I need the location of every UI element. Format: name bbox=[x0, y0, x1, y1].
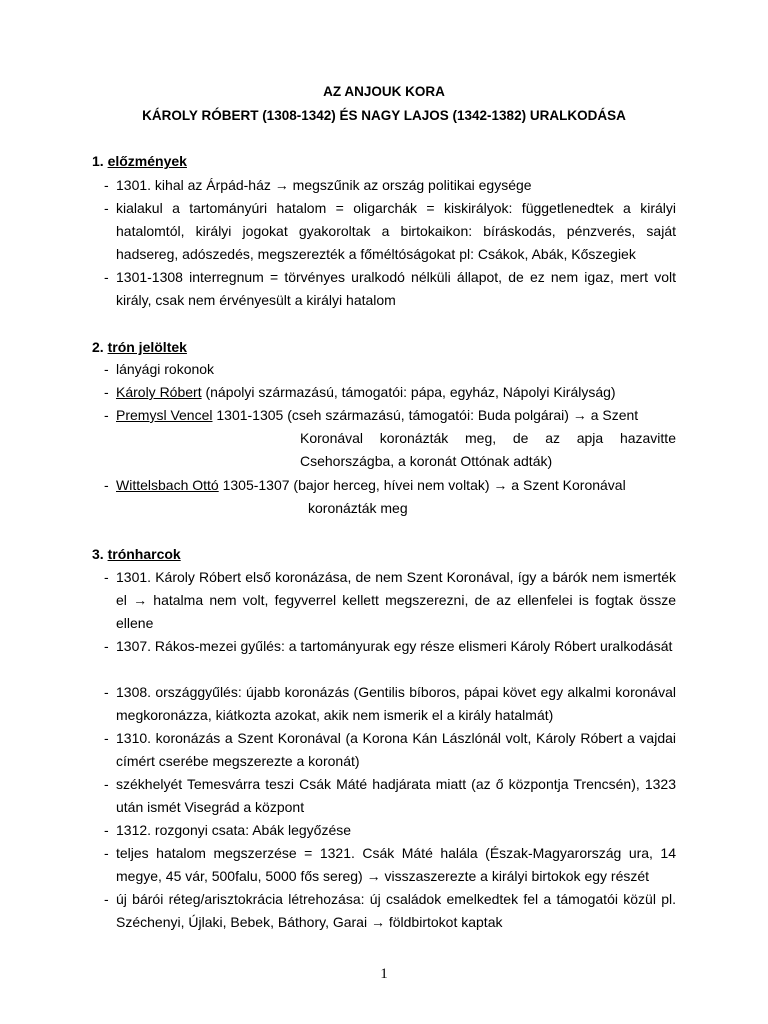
list-item: - új bárói réteg/arisztokrácia létrehozása: új családok emelkedtek fel a támogatói közül pl. Széchenyi, Újlaki, Bebek, Báthory, Garai → földbirtokot kaptak bbox=[104, 891, 676, 930]
list-item: - Premysl Vencel 1301-1305 (cseh származású, támogatói: Buda polgárai) → a Szent bbox=[104, 407, 639, 423]
list-item: - Károly Róbert (nápolyi származású, támogatói: pápa, egyház, Nápolyi Királyság) bbox=[104, 384, 616, 400]
list-item: - 1312. rozgonyi csata: Abák legyőzése bbox=[104, 822, 352, 838]
section-heading-2 bbox=[92, 339, 187, 355]
section-title: trón jelöltek bbox=[107, 339, 187, 355]
list-item: - székhelyét Temesvárra teszi Csák Máté hadjárata miatt (az ő központja Trencsén), 1323 után ismét Visegrád a központ bbox=[104, 776, 676, 815]
list-item: - kialakul a tartományúri hatalom = oligarchák = kiskirályok: függetlenedtek a királyi hatalomtól, királyi jogokat gyakoroltak a birtokaikon: bíráskodás, pénzverés, saját hadsereg, adószedés, megszerezték a főméltóságokat pl: Csákok, Abák, Kőszegiek bbox=[104, 200, 676, 262]
list-item: - 1310. koronázás a Szent Koronával (a Korona Kán Lászlónál volt, Károly Róbert a vajdai címért cserébe megszerezte a koronát) bbox=[104, 730, 676, 769]
document-title: AZ ANJOUK KORA bbox=[323, 84, 445, 99]
section-number: 3. bbox=[92, 546, 104, 562]
document-subtitle: KÁROLY RÓBERT (1308-1342) ÉS NAGY LAJOS (1342-1382) URALKODÁSA bbox=[142, 108, 626, 123]
list-item: - 1301-1308 interregnum = törvényes uralkodó nélküli állapot, de ez nem igaz, mert volt király, csak nem érvényesült a királyi hatalom bbox=[104, 269, 676, 308]
section-title: trónharcok bbox=[107, 546, 181, 562]
list-item: - lányági rokonok bbox=[104, 361, 215, 377]
section-number: 2. bbox=[92, 339, 104, 355]
candidate-name: Károly Róbert bbox=[116, 384, 202, 400]
candidate-name: Wittelsbach Ottó bbox=[116, 477, 219, 493]
list-item: - 1307. Rákos-mezei gyűlés: a tartományurak egy része elismeri Károly Róbert uralkodását bbox=[104, 638, 673, 654]
list-item: - 1301. kihal az Árpád-ház → megszűnik az ország politikai egysége bbox=[104, 177, 532, 193]
candidate-name: Premysl Vencel bbox=[116, 407, 213, 423]
list-item: - Wittelsbach Ottó 1305-1307 (bajor herceg, hívei nem voltak) → a Szent Koronával bbox=[104, 477, 626, 493]
list-item: - teljes hatalom megszerzése = 1321. Csák Máté halála (Észak-Magyarország ura, 14 megye, 45 vár, 500falu, 5000 fős sereg) → visszaszerezte a királyi birtokok egy részét bbox=[104, 845, 676, 884]
list-item-continuation: Koronával koronázták meg, de az apja hazavitte Csehországba, a koronát Ottónak adták) bbox=[300, 430, 676, 469]
section-number: 1. bbox=[92, 153, 104, 169]
list-item-continuation: koronázták meg bbox=[308, 500, 408, 516]
list-item: - 1308. országgyűlés: újabb koronázás (Gentilis bíboros, pápai követ egy alkalmi koronával megkoronázza, kiátkozta azokat, akik nem ismerik el a király hatalmát) bbox=[104, 684, 676, 723]
section-heading-1 bbox=[92, 153, 187, 169]
section-title: előzmények bbox=[107, 153, 187, 169]
page-number: 1 bbox=[380, 966, 388, 982]
list-item: - 1301. Károly Róbert első koronázása, de nem Szent Koronával, így a bárók nem ismerték el → hatalma nem volt, fegyverrel kellett megszerezni, de az ellenfelei is fogtak össze ellene bbox=[104, 569, 676, 631]
section-heading-3 bbox=[92, 546, 181, 562]
